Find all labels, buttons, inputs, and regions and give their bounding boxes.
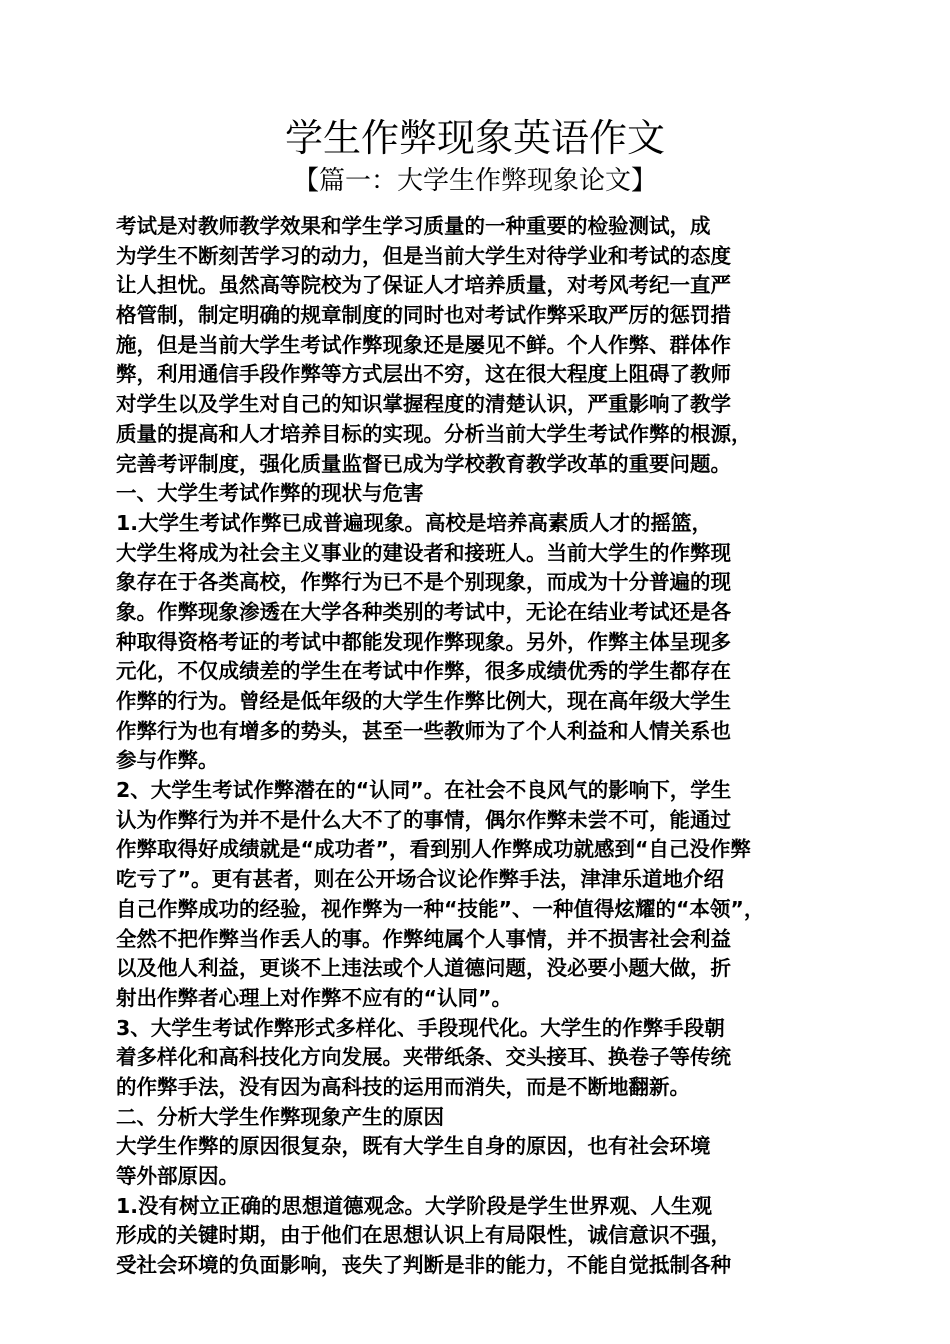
body-line: 吃亏了”。更有甚者，则在公开场合议论作弊手法，津津乐道地介绍 <box>116 867 724 892</box>
body-line: 以及他人利益，更谈不上违法或个人道德问题，没必要小题大做，折 <box>116 956 731 981</box>
body-line: 的作弊手法，没有因为高科技的运用而消失，而是不断地翻新。 <box>116 1074 690 1099</box>
body-line: 2、大学生考试作弊潜在的“认同”。在社会不良风气的影响下，学生 <box>116 778 732 803</box>
body-line: 种取得资格考证的考试中都能发现作弊现象。另外，作弊主体呈现多 <box>116 629 731 654</box>
body-line: 受社会环境的负面影响，丧失了判断是非的能力，不能自觉抵制各种 <box>116 1253 731 1278</box>
body-line: 象。作弊现象渗透在大学各种类别的考试中，无论在结业考试还是各 <box>116 599 731 624</box>
body-line: 作弊的行为。曾经是低年级的大学生作弊比例大，现在高年级大学生 <box>116 689 731 713</box>
body-line: 考试是对教师教学效果和学生学习质量的一种重要的检验测试，成 <box>116 214 711 238</box>
document-body <box>116 212 846 1281</box>
body-line: 射出作弊者心理上对作弊不应有的“认同”。 <box>116 985 512 1010</box>
body-line: 一、大学生考试作弊的现状与危害 <box>116 481 424 506</box>
body-line: 全然不把作弊当作丢人的事。作弊纯属个人事情，并不损害社会利益 <box>116 926 731 951</box>
body-line: 作弊行为也有增多的势头，甚至一些教师为了个人利益和人情关系也 <box>116 718 731 743</box>
body-line: 作弊取得好成绩就是“成功者”，看到别人作弊成功就感到“自己没作弊 <box>116 837 751 862</box>
body-line: 二、分析大学生作弊现象产生的原因 <box>116 1104 444 1129</box>
body-line: 3、大学生考试作弊形式多样化、手段现代化。大学生的作弊手段朝 <box>116 1015 725 1040</box>
body-line: 参与作弊。 <box>116 748 219 773</box>
body-line: 形成的关键时期，由于他们在思想认识上有局限性，诚信意识不强， <box>116 1223 731 1248</box>
body-line: 象存在于各类高校，作弊行为已不是个别现象，而成为十分普遍的现 <box>116 570 731 595</box>
body-line: 认为作弊行为并不是什么大不了的事情，偶尔作弊未尝不可，能通过 <box>116 807 731 832</box>
body-line: 1.大学生考试作弊已成普遍现象。高校是培养高素质人才的摇篮， <box>116 510 713 535</box>
body-line: 对学生以及学生对自己的知识掌握程度的清楚认识，严重影响了教学 <box>116 392 731 417</box>
body-line: 等外部原因。 <box>116 1164 239 1188</box>
body-line: 元化，不仅成绩差的学生在考试中作弊，很多成绩优秀的学生都存在 <box>116 659 731 684</box>
body-line: 大学生作弊的原因很复杂，既有大学生自身的原因，也有社会环境 <box>116 1134 711 1159</box>
body-line: 弊，利用通信手段作弊等方式层出不穷，这在很大程度上阻碍了教师 <box>116 362 731 387</box>
body-line: 大学生将成为社会主义事业的建设者和接班人。当前大学生的作弊现 <box>116 540 731 565</box>
body-line: 让人担忧。虽然高等院校为了保证人才培养质量，对考风考纪一直严 <box>116 273 731 298</box>
body-line: 格管制，制定明确的规章制度的同时也对考试作弊采取严厉的惩罚措 <box>116 303 731 328</box>
body-line: 完善考评制度，强化质量监督已成为学校教育教学改革的重要问题。 <box>116 451 731 476</box>
document-subtitle: 【篇一：大学生作弊现象论文】 <box>292 166 657 196</box>
body-line: 质量的提高和人才培养目标的实现。分析当前大学生考试作弊的根源， <box>116 421 752 446</box>
document-title: 学生作弊现象英语作文 <box>284 116 665 160</box>
body-line: 为学生不断刻苦学习的动力，但是当前大学生对待学业和考试的态度 <box>116 243 731 268</box>
body-line: 自己作弊成功的经验，视作弊为一种“技能”、一种值得炫耀的“本领”， <box>116 896 765 921</box>
body-line: 施，但是当前大学生考试作弊现象还是屡见不鲜。个人作弊、群体作 <box>116 332 731 357</box>
body-line: 1.没有树立正确的思想道德观念。大学阶段是学生世界观、人生观 <box>116 1193 713 1218</box>
body-line: 着多样化和高科技化方向发展。夹带纸条、交头接耳、换卷子等传统 <box>116 1045 731 1070</box>
